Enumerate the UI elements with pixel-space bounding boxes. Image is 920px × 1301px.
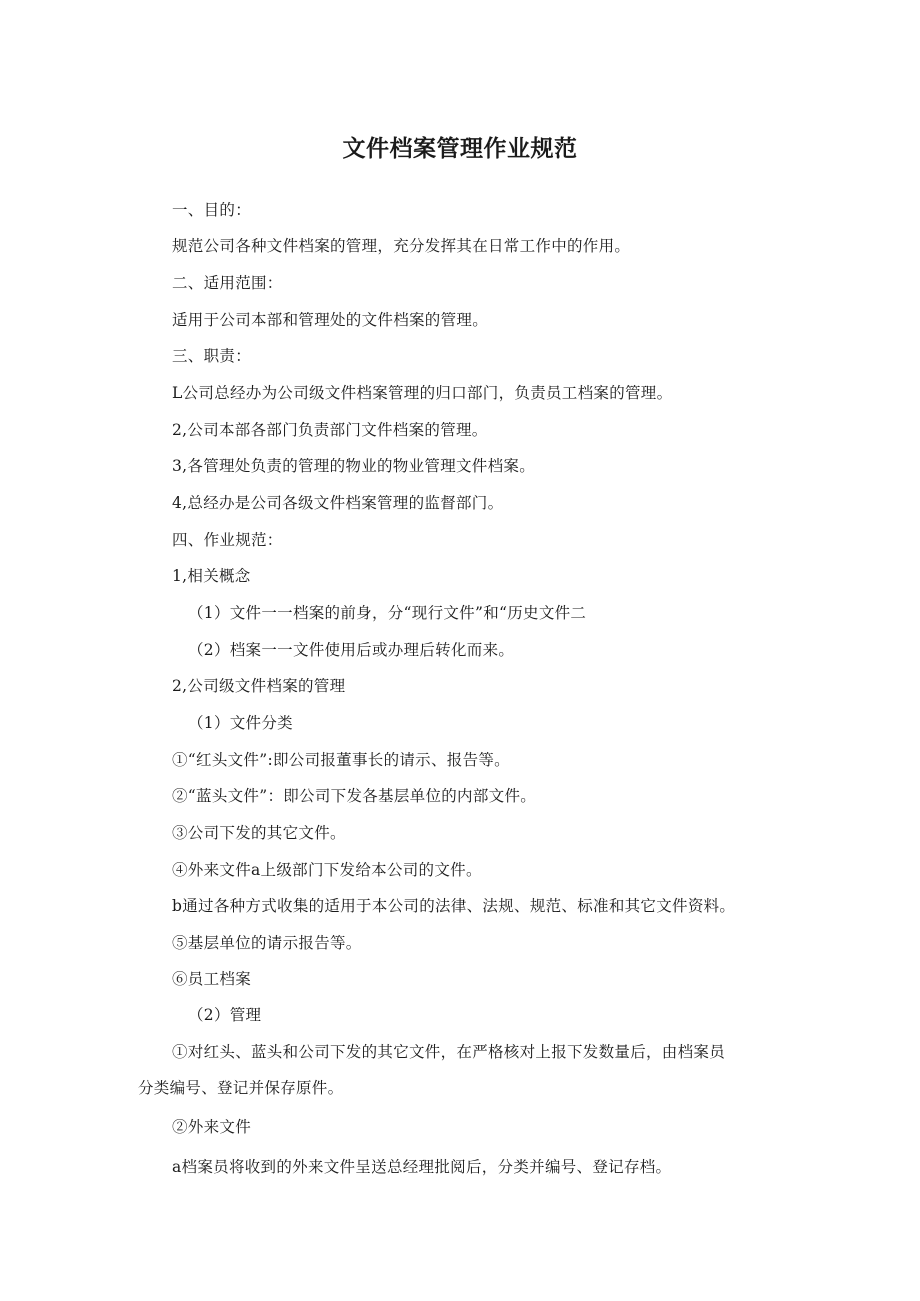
management-item-2: ②外来文件: [172, 1118, 252, 1136]
paragraph-scope: 适用于公司本部和管理处的文件档案的管理。: [172, 311, 489, 329]
section-heading-scope: 二、适用范围：: [172, 274, 283, 292]
subsection-concepts: 1,相关概念: [172, 567, 251, 585]
concept-item-2: （2）档案一一文件使用后或办理后转化而来。: [188, 641, 515, 659]
document-title: 文件档案管理作业规范: [342, 136, 578, 162]
classification-item-4b: b通过各种方式收集的适用于本公司的法律、法规、规范、标准和其它文件资料。: [172, 897, 736, 915]
paragraph-purpose: 规范公司各种文件档案的管理，充分发挥其在日常工作中的作用。: [172, 237, 631, 255]
classification-item-1: ①“红头文件”:即公司报董事长的请示、报告等。: [172, 751, 510, 769]
management-item-1: ①对红头、蓝头和公司下发的其它文件，在严格核对上报下发数量后，由档案员: [172, 1043, 726, 1061]
concept-item-1: （1）文件一一档案的前身，分“现行文件”和“历史文件二: [188, 604, 587, 622]
classification-item-5: ⑤基层单位的请示报告等。: [172, 934, 362, 952]
management-item-2a: a档案员将收到的外来文件呈送总经理批阅后，分类并编号、登记存档。: [172, 1158, 672, 1176]
sub-heading-classification: （1）文件分类: [188, 714, 293, 732]
classification-item-2: ②“蓝头文件”：即公司下发各基层单位的内部文件。: [172, 787, 537, 805]
subsection-company-files: 2,公司级文件档案的管理: [172, 677, 346, 695]
classification-item-6: ⑥员工档案: [172, 970, 252, 988]
classification-item-4: ④外来文件a上级部门下发给本公司的文件。: [172, 861, 482, 879]
duty-item-1: L公司总经办为公司级文件档案管理的归口部门，负责员工档案的管理。: [172, 384, 673, 402]
section-heading-purpose: 一、目的：: [172, 201, 252, 219]
duty-item-4: 4,总经办是公司各级文件档案管理的监督部门。: [172, 494, 504, 512]
sub-heading-management: （2）管理: [188, 1006, 262, 1024]
section-heading-norms: 四、作业规范：: [172, 531, 283, 549]
management-item-1-cont: 分类编号、登记并保存原件。: [138, 1079, 344, 1097]
section-heading-duties: 三、职责：: [172, 347, 252, 365]
classification-item-3: ③公司下发的其它文件。: [172, 824, 346, 842]
duty-item-3: 3,各管理处负责的管理的物业的物业管理文件档案。: [172, 457, 535, 475]
duty-item-2: 2,公司本部各部门负责部门文件档案的管理。: [172, 421, 488, 439]
